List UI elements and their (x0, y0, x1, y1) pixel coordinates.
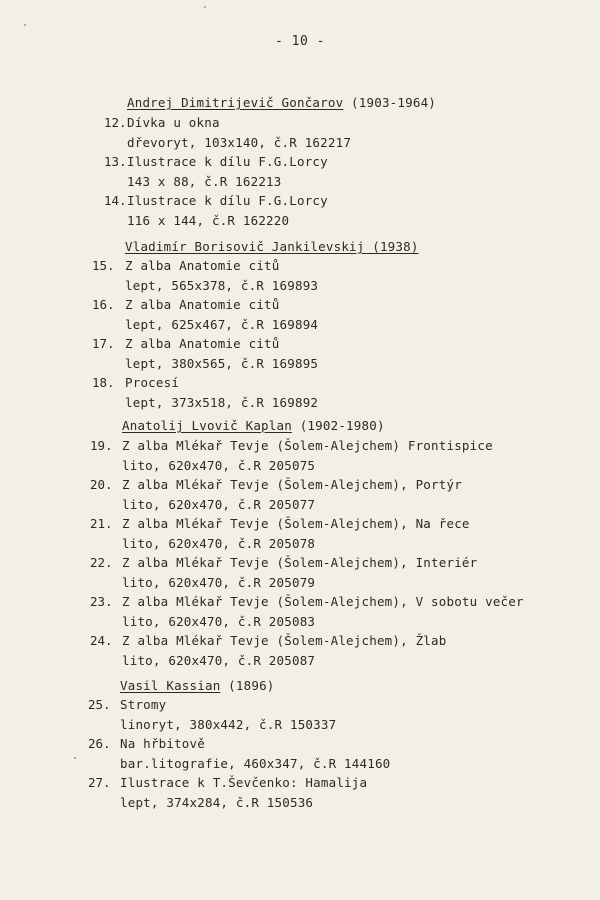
paper-speck (24, 24, 26, 26)
item-title: Z alba Anatomie citů (125, 297, 280, 312)
item-details: lito, 620x470, č.R 205077 (122, 497, 316, 512)
item-details: lept, 565x378, č.R 169893 (125, 278, 319, 293)
item-number: 12. (104, 115, 127, 130)
item-title: Stromy (120, 697, 167, 712)
item-title: Procesí (125, 375, 180, 390)
artist-heading (120, 678, 275, 694)
item-details: lept, 625x467, č.R 169894 (125, 317, 319, 332)
artist-name: Vasil Kassian (120, 678, 221, 693)
item-title: Ilustrace k dílu F.G.Lorcy (127, 154, 328, 169)
item-title: Z alba Mlékař Tevje (Šolem-Alejchem), Žlab (122, 633, 447, 648)
item-number: 14. (104, 193, 127, 208)
item-title: Z alba Mlékař Tevje (Šolem-Alejchem), Interiér (122, 555, 478, 570)
item-number: 23. (90, 594, 113, 609)
item-details: lito, 620x470, č.R 205079 (122, 575, 316, 590)
artist-dates: (1902-1980) (291, 418, 385, 433)
item-details: bar.litografie, 460x347, č.R 144160 (120, 756, 391, 771)
item-number: 25. (88, 697, 111, 712)
item-title: Z alba Mlékař Tevje (Šolem-Alejchem), Portýr (122, 477, 462, 492)
item-details: lito, 620x470, č.R 205083 (122, 614, 316, 629)
artist-heading (122, 418, 385, 434)
artist-name: Andrej Dimitrijevič Gončarov (127, 95, 344, 110)
artist-dates: (1903-1964) (343, 95, 437, 110)
item-number: 17. (92, 336, 115, 351)
item-number: 24. (90, 633, 113, 648)
item-number: 27. (88, 775, 111, 790)
item-title: Ilustrace k T.Ševčenko: Hamalija (120, 775, 368, 790)
item-number: 22. (90, 555, 113, 570)
artist-heading (125, 239, 419, 255)
item-details: dřevoryt, 103x140, č.R 162217 (127, 135, 352, 150)
item-number: 18. (92, 375, 115, 390)
page-number: - 10 - (275, 34, 325, 49)
item-title: Z alba Mlékař Tevje (Šolem-Alejchem) Frontispice (122, 438, 493, 453)
item-details: lito, 620x470, č.R 205075 (122, 458, 316, 473)
item-number: 19. (90, 438, 113, 453)
item-number: 16. (92, 297, 115, 312)
artist-heading (127, 95, 436, 111)
item-title: Z alba Anatomie citů (125, 258, 280, 273)
paper-speck (204, 6, 206, 8)
item-details: lito, 620x470, č.R 205078 (122, 536, 316, 551)
paper-speck (74, 757, 76, 759)
item-number: 26. (88, 736, 111, 751)
item-number: 21. (90, 516, 113, 531)
item-title: Z alba Mlékař Tevje (Šolem-Alejchem), Na řece (122, 516, 470, 531)
item-number: 13. (104, 154, 127, 169)
item-title: Z alba Anatomie citů (125, 336, 280, 351)
item-title: Dívka u okna (127, 115, 220, 130)
item-details: 116 x 144, č.R 162220 (127, 213, 290, 228)
item-title: Na hřbitově (120, 736, 205, 751)
item-details: lept, 374x284, č.R 150536 (120, 795, 314, 810)
item-number: 20. (90, 477, 113, 492)
artist-name: Vladimír Borisovič Jankilevskij (1938) (125, 239, 419, 254)
item-title: Z alba Mlékař Tevje (Šolem-Alejchem), V sobotu večer (122, 594, 524, 609)
item-details: linoryt, 380x442, č.R 150337 (120, 717, 337, 732)
item-number: 15. (92, 258, 115, 273)
item-details: lept, 380x565, č.R 169895 (125, 356, 319, 371)
item-details: 143 x 88, č.R 162213 (127, 174, 282, 189)
item-details: lito, 620x470, č.R 205087 (122, 653, 316, 668)
artist-dates: (1896) (220, 678, 275, 693)
artist-name: Anatolij Lvovič Kaplan (122, 418, 292, 433)
item-details: lept, 373x518, č.R 169892 (125, 395, 319, 410)
item-title: Ilustrace k dílu F.G.Lorcy (127, 193, 328, 208)
